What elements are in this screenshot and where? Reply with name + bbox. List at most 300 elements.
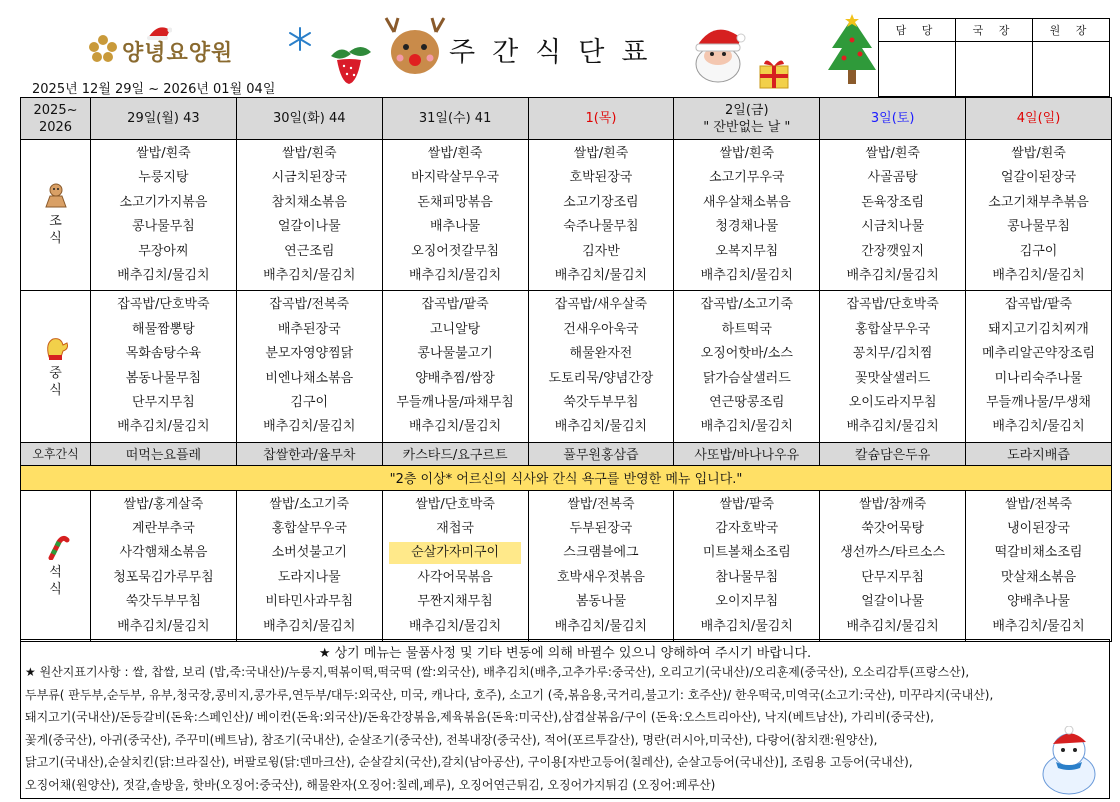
elderly-menu-notice: "2층 이상* 어르신의 식사와 간식 욕구를 반영한 메뉴 입니다." bbox=[21, 465, 1112, 490]
menu-item-text: 쑥갓두부무침 bbox=[125, 594, 202, 610]
day-label: 29일(월) 43 bbox=[127, 111, 200, 126]
menu-item-text: 비타민사과무침 bbox=[265, 594, 354, 610]
menu-item-text: 돈채피망볶음 bbox=[417, 194, 493, 210]
menu-cell-dinner-4 bbox=[674, 490, 820, 641]
menu-item bbox=[237, 541, 382, 565]
menu-item-text: 스크램블에그 bbox=[563, 545, 639, 561]
menu-item-text: 무짠지채무침 bbox=[417, 594, 493, 610]
menu-item bbox=[529, 615, 674, 639]
year-label-2: 2026 bbox=[38, 119, 73, 135]
menu-item bbox=[383, 391, 528, 415]
menu-item bbox=[237, 615, 382, 639]
menu-item bbox=[383, 240, 528, 264]
day-label: 2일(금) bbox=[725, 102, 769, 118]
menu-item bbox=[529, 517, 674, 541]
menu-item-text: 배추김치/물김치 bbox=[117, 267, 210, 283]
menu-item bbox=[529, 342, 674, 366]
menu-item-text: 소버섯불고기 bbox=[271, 545, 347, 561]
menu-cell-breakfast-1 bbox=[236, 140, 382, 291]
menu-item bbox=[529, 541, 674, 565]
menu-item-text: 홍합살무우국 bbox=[271, 521, 347, 537]
menu-item-text: 쌀밥/팥죽 bbox=[719, 496, 775, 512]
menu-item bbox=[383, 367, 528, 391]
meal-label-char: 식 bbox=[49, 382, 62, 398]
day-header-3 bbox=[528, 98, 674, 140]
menu-item bbox=[529, 240, 674, 264]
menu-item-text: 배추김치/물김치 bbox=[846, 618, 939, 634]
snowflake-icon bbox=[287, 26, 313, 52]
menu-item-text: 쌀밥/흰죽 bbox=[281, 146, 337, 161]
snack-label: 오후간식 bbox=[21, 442, 91, 465]
menu-item bbox=[820, 415, 965, 439]
menu-item-text: 생선까스/타르소스 bbox=[840, 545, 946, 561]
menu-item bbox=[529, 264, 674, 288]
menu-item-text: 연근땅콩조림 bbox=[709, 394, 785, 410]
menu-item bbox=[674, 191, 819, 215]
menu-item-text: 쌀밥/흰죽 bbox=[865, 146, 920, 161]
menu-item-text: 쌀밥/참깨죽 bbox=[859, 496, 927, 512]
menu-item-text: 잡곡밥/전복죽 bbox=[269, 297, 350, 313]
menu-item bbox=[966, 318, 1111, 342]
menu-item bbox=[237, 367, 382, 391]
menu-item bbox=[529, 367, 674, 391]
menu-item-text: 쌀밥/홍게살죽 bbox=[123, 496, 204, 512]
menu-item-text: 바지락살무우국 bbox=[411, 170, 500, 186]
menu-item bbox=[966, 264, 1111, 288]
menu-cell-dinner-1 bbox=[236, 490, 382, 641]
day-header-row bbox=[21, 98, 1112, 140]
menu-item bbox=[820, 615, 965, 639]
menu-item-text: 무장아찌 bbox=[138, 243, 189, 259]
menu-item bbox=[674, 342, 819, 366]
menu-item bbox=[529, 215, 674, 239]
menu-item-text: 배추김치/물김치 bbox=[263, 419, 356, 435]
menu-item bbox=[91, 367, 236, 391]
menu-item bbox=[820, 590, 965, 614]
menu-item-text: 잡곡밥/팥죽 bbox=[1004, 297, 1073, 313]
menu-item bbox=[91, 541, 236, 565]
menu-item-text: 배추김치/물김치 bbox=[700, 267, 793, 283]
logo-text: 양녕요양원 bbox=[122, 41, 234, 66]
menu-item bbox=[820, 541, 965, 565]
menu-item-text: 봄동나물 bbox=[575, 594, 627, 610]
menu-item-text: 배추김치/물김치 bbox=[408, 267, 502, 283]
snack-item-4: 사또밥/바나나우유 bbox=[674, 442, 820, 465]
menu-item-text: 얼갈이나물 bbox=[277, 219, 341, 235]
menu-item-text: 도라지나물 bbox=[277, 569, 341, 585]
menu-cell-dinner-5 bbox=[820, 490, 966, 641]
menu-item bbox=[529, 590, 674, 614]
menu-item bbox=[237, 240, 382, 264]
menu-item bbox=[674, 415, 819, 439]
origin-line: 닭고기(국내산),순살치킨(닭:브라질산), 버팔로윙(닭:덴마크산), 순살갈치(국산),갈치(남아공산), 구이용[자반고등어(칠레산), 순살고등어(국내산)], 조림용 고등어(국내산), bbox=[25, 755, 913, 769]
menu-item-text: 배추김치/물김치 bbox=[992, 419, 1085, 435]
menu-item-text: 배추된장국 bbox=[277, 321, 341, 337]
menu-item bbox=[966, 240, 1111, 264]
logo bbox=[88, 28, 273, 72]
menu-item bbox=[529, 293, 674, 317]
menu-item bbox=[383, 615, 528, 639]
menu-item bbox=[91, 517, 236, 541]
snack-item-0: 떠먹는요플레 bbox=[91, 442, 237, 465]
menu-item-text: 미트볼채소조림 bbox=[702, 545, 791, 561]
menu-item bbox=[383, 493, 528, 517]
menu-cell-lunch-5 bbox=[820, 291, 966, 442]
menu-item bbox=[383, 541, 528, 565]
sign-box-manager[interactable] bbox=[879, 42, 956, 97]
menu-item-text: 오복지무침 bbox=[715, 243, 779, 259]
menu-item bbox=[529, 566, 674, 590]
menu-cell-lunch-2 bbox=[382, 291, 528, 442]
menu-item bbox=[383, 215, 528, 239]
day-header-5 bbox=[820, 98, 966, 140]
menu-item-text: 연근조림 bbox=[284, 243, 335, 259]
snowman-icon bbox=[1036, 726, 1102, 796]
menu-item-text: 쌀밥/전복죽 bbox=[1004, 496, 1073, 512]
menu-item bbox=[820, 566, 965, 590]
menu-item-text: 배추나물 bbox=[429, 219, 481, 235]
date-range: 2025년 12월 29일 ~ 2026년 01월 04일 bbox=[32, 82, 276, 97]
page-title: 주간식단표 bbox=[449, 37, 665, 68]
menu-item-text: 해물완자전 bbox=[569, 346, 633, 362]
menu-item-text: 맛살채소볶음 bbox=[1000, 569, 1077, 585]
snack-item-5: 칼슘담은두유 bbox=[820, 442, 966, 465]
menu-item bbox=[966, 590, 1111, 614]
menu-cell-breakfast-0 bbox=[91, 140, 237, 291]
menu-item-text: 단무지무침 bbox=[861, 569, 925, 585]
menu-item-text: 배추김치/물김치 bbox=[554, 419, 648, 435]
menu-item bbox=[91, 318, 236, 342]
meal-row-breakfast bbox=[21, 140, 1112, 291]
menu-cell-breakfast-6 bbox=[966, 140, 1112, 291]
origin-line: 두부류( 판두부,순두부, 유부,청국장,콩비지,콩가루,연두부/대두:외국산, 미국, 캐나다, 호주), 소고기 (죽,볶음용,국거리,불고기: 호주산)/ 한우떡국,미역국(소고기:국산), 미꾸라지(국내산), bbox=[25, 687, 994, 702]
sign-box-director[interactable] bbox=[956, 42, 1033, 97]
menu-item-text: 사각어묵볶음 bbox=[417, 569, 493, 585]
menu-item bbox=[674, 293, 819, 317]
menu-item bbox=[674, 615, 819, 639]
menu-item-text: 시금치된장국 bbox=[271, 170, 347, 186]
menu-item bbox=[91, 142, 236, 166]
menu-item-text: 재첩국 bbox=[436, 521, 474, 537]
day-sublabel: " 잔반없는 날 " bbox=[703, 119, 791, 135]
weekly-menu-table bbox=[20, 97, 1112, 642]
menu-item bbox=[91, 415, 236, 439]
menu-item-text: 쌀밥/흰죽 bbox=[719, 146, 775, 161]
menu-item-text: 사골곰탕 bbox=[867, 170, 918, 186]
menu-item bbox=[237, 415, 382, 439]
menu-item-text: 봄동나물무침 bbox=[125, 370, 202, 386]
menu-item-text: 건새우아욱국 bbox=[563, 321, 639, 337]
year-label-1: 2025~ bbox=[33, 102, 78, 118]
menu-item bbox=[674, 367, 819, 391]
year-header bbox=[21, 98, 91, 140]
menu-item bbox=[237, 318, 382, 342]
menu-item-text: 쌀밥/흰죽 bbox=[573, 146, 629, 161]
menu-item bbox=[820, 493, 965, 517]
menu-item-text: 두부된장국 bbox=[569, 521, 633, 537]
menu-item-text: 소고기채부추볶음 bbox=[988, 194, 1089, 210]
menu-cell-lunch-6 bbox=[966, 291, 1112, 442]
menu-item bbox=[966, 391, 1111, 415]
christmas-tree-icon bbox=[824, 14, 880, 90]
menu-item-text: 새우살채소볶음 bbox=[702, 194, 791, 210]
menu-item-text: 소고기장조림 bbox=[563, 194, 639, 210]
menu-item bbox=[237, 517, 382, 541]
menu-item bbox=[674, 590, 819, 614]
menu-item-text: 배추김치/물김치 bbox=[700, 419, 793, 435]
menu-item bbox=[820, 166, 965, 190]
menu-item bbox=[91, 264, 236, 288]
sign-label-director: 국 장 bbox=[956, 19, 1033, 42]
menu-item-text: 양배추나물 bbox=[1007, 594, 1070, 610]
menu-item-text: 얼갈이된장국 bbox=[1000, 170, 1077, 186]
mitten-icon bbox=[41, 335, 71, 361]
menu-item-text: 꽃맛살샐러드 bbox=[854, 370, 931, 386]
menu-item-text: 무들깨나물/파채무침 bbox=[396, 394, 514, 410]
menu-item bbox=[91, 191, 236, 215]
menu-item-text: 시금치나물 bbox=[861, 219, 925, 235]
meal-label-char: 중 bbox=[49, 365, 62, 381]
menu-item-text: 소고기무우국 bbox=[709, 170, 785, 186]
day-header-4 bbox=[674, 98, 820, 140]
menu-cell-dinner-0 bbox=[91, 490, 237, 641]
menu-item-text: 잡곡밥/새우살죽 bbox=[554, 297, 648, 313]
meal-label-char: 식 bbox=[49, 581, 62, 597]
menu-item bbox=[820, 264, 965, 288]
menu-item-text: 돼지고기김치찌개 bbox=[988, 321, 1089, 337]
day-label: 31일(수) 41 bbox=[418, 111, 492, 126]
menu-item bbox=[383, 191, 528, 215]
menu-item bbox=[674, 391, 819, 415]
menu-item-text: 분모자영양찜닭 bbox=[265, 346, 354, 362]
menu-item bbox=[820, 293, 965, 317]
menu-item-text: 냉이된장국 bbox=[1007, 521, 1070, 537]
menu-item-text: 숙주나물무침 bbox=[563, 219, 639, 235]
origin-line: 오징어채(원양산), 젓갈,솔방울, 핫바(오징어:중국산), 해물완자(오징어:칠레,페루), 오징어연근튀김, 오징어가지튀김 (오징어:페루산) bbox=[25, 777, 716, 792]
menu-item-text: 홍합살무우국 bbox=[854, 321, 931, 337]
menu-item-text: 쌀밥/단호박죽 bbox=[415, 496, 495, 512]
menu-item-text: 콩나물무침 bbox=[132, 219, 195, 235]
menu-item-text: 콩나물불고기 bbox=[417, 346, 493, 362]
snack-item-3: 풀무원홍삼즙 bbox=[528, 442, 674, 465]
origin-line: 돼지고기(국내산)/돈등갈비(돈육:스페인산)/ 베이컨(돈육:외국산)/돈육간장볶음,제육볶음(돈육:미국산),삼겹살볶음/구이 (돈육:오스트리아산), 낙지(베트남산), 가리비(중국산), bbox=[25, 710, 934, 724]
meal-row-dinner bbox=[21, 490, 1112, 641]
menu-item bbox=[820, 318, 965, 342]
meal-label-dinner bbox=[21, 490, 91, 641]
menu-item-text: 얼갈이나물 bbox=[861, 594, 925, 610]
menu-item-text: 배추김치/물김치 bbox=[408, 419, 502, 435]
menu-item-text: 비엔나채소볶음 bbox=[265, 370, 354, 386]
approval-sign-table bbox=[878, 18, 1110, 97]
day-header-6 bbox=[966, 98, 1112, 140]
menu-item-text: 잡곡밥/팥죽 bbox=[421, 297, 489, 313]
menu-item bbox=[237, 293, 382, 317]
menu-item bbox=[237, 142, 382, 166]
menu-item-text: 단무지무침 bbox=[132, 394, 195, 410]
menu-item bbox=[674, 541, 819, 565]
menu-item-text: 목화솜탕수육 bbox=[125, 346, 202, 362]
menu-item bbox=[383, 142, 528, 166]
menu-item bbox=[674, 264, 819, 288]
menu-item bbox=[966, 166, 1111, 190]
gift-box-icon bbox=[756, 54, 792, 90]
meal-label-char: 석 bbox=[49, 564, 62, 580]
menu-item-text: 배추김치/물김치 bbox=[263, 267, 356, 283]
candy-cane-icon bbox=[41, 534, 71, 560]
santa-icon bbox=[687, 24, 749, 84]
menu-item-text: 김구이 bbox=[290, 394, 329, 410]
menu-item bbox=[674, 493, 819, 517]
menu-item bbox=[383, 166, 528, 190]
menu-item-text: 쌀밥/소고기죽 bbox=[269, 496, 350, 512]
menu-item bbox=[383, 517, 528, 541]
menu-item bbox=[529, 191, 674, 215]
menu-item bbox=[966, 415, 1111, 439]
day-header-1 bbox=[236, 98, 382, 140]
menu-item bbox=[820, 367, 965, 391]
menu-cell-dinner-3 bbox=[528, 490, 674, 641]
menu-item bbox=[237, 166, 382, 190]
menu-cell-lunch-0 bbox=[91, 291, 237, 442]
menu-item-text: 잡곡밥/단호박죽 bbox=[846, 297, 939, 313]
menu-item-text: 잡곡밥/단호박죽 bbox=[117, 297, 210, 313]
menu-item-text: 배추김치/물김치 bbox=[117, 419, 210, 435]
menu-item bbox=[674, 166, 819, 190]
menu-item-text: 콩나물무침 bbox=[1007, 219, 1070, 235]
menu-item-text: 무들깨나물/무생채 bbox=[986, 394, 1091, 410]
menu-item-text: 계란부추국 bbox=[132, 521, 195, 537]
menu-item bbox=[966, 367, 1111, 391]
meal-label-char: 식 bbox=[49, 231, 62, 247]
menu-item-text: 오이지무침 bbox=[715, 594, 779, 610]
menu-item-text: 쌀밥/전복죽 bbox=[567, 496, 635, 512]
menu-item-text: 닭가슴살샐러드 bbox=[702, 370, 791, 386]
menu-item bbox=[966, 541, 1111, 565]
menu-item bbox=[966, 293, 1111, 317]
menu-item bbox=[966, 215, 1111, 239]
menu-item-text: 청경채나물 bbox=[715, 219, 779, 235]
day-label: 4일(일) bbox=[1016, 111, 1061, 126]
notice-row bbox=[21, 465, 1112, 490]
menu-item bbox=[966, 142, 1111, 166]
menu-item bbox=[383, 318, 528, 342]
menu-item bbox=[529, 415, 674, 439]
menu-item-text: 돈육장조림 bbox=[861, 194, 925, 210]
menu-cell-breakfast-2 bbox=[382, 140, 528, 291]
menu-item bbox=[674, 240, 819, 264]
menu-item bbox=[674, 566, 819, 590]
holly-strawberry-icon bbox=[327, 42, 373, 86]
menu-item-text: 오이도라지무침 bbox=[848, 394, 937, 410]
menu-item-text: 김자반 bbox=[582, 243, 620, 259]
menu-cell-dinner-2 bbox=[382, 490, 528, 641]
day-label: 1(목) bbox=[585, 111, 617, 126]
menu-item-text: 쑥갓두부무침 bbox=[563, 394, 639, 410]
menu-item bbox=[237, 590, 382, 614]
menu-item bbox=[237, 566, 382, 590]
snack-item-6: 도라지배즙 bbox=[966, 442, 1112, 465]
menu-item bbox=[966, 566, 1111, 590]
menu-item bbox=[237, 342, 382, 366]
menu-item bbox=[820, 240, 965, 264]
menu-item-text: 배추김치/물김치 bbox=[263, 618, 356, 634]
gingerbread-icon bbox=[41, 183, 71, 209]
menu-item-text: 배추김치/물김치 bbox=[700, 618, 793, 634]
menu-item-text: 메추리알곤약장조림 bbox=[982, 346, 1096, 362]
menu-item bbox=[237, 264, 382, 288]
menu-item-text: 참치채소볶음 bbox=[271, 194, 347, 210]
menu-item-text: 배추김치/물김치 bbox=[117, 618, 210, 634]
menu-item bbox=[966, 517, 1111, 541]
menu-item bbox=[91, 566, 236, 590]
menu-item-text: 오징어핫바/소스 bbox=[700, 346, 793, 362]
menu-item-text: 사각햄채소볶음 bbox=[119, 545, 208, 561]
menu-item-text: 떡갈비채소조림 bbox=[994, 545, 1083, 561]
origin-line: ★ 원산지표기사항 : 쌀, 찹쌀, 보리 (밥,죽:국내산)/누룽지,떡볶이떡,떡국떡 (쌀:외국산), 배추김치(배추,고추가루:중국산), 오리고기(국내산)/오리훈제(중국산), 오소리감투(프랑스산), bbox=[25, 665, 970, 679]
menu-item bbox=[820, 517, 965, 541]
menu-item-text: 배추김치/물김치 bbox=[408, 618, 502, 634]
menu-item bbox=[91, 215, 236, 239]
flower-logo-icon bbox=[88, 34, 118, 64]
menu-item bbox=[820, 391, 965, 415]
menu-item bbox=[820, 142, 965, 166]
menu-item-text: 간장깻잎지 bbox=[861, 243, 925, 259]
sign-box-head[interactable] bbox=[1033, 42, 1110, 97]
menu-item bbox=[820, 191, 965, 215]
menu-item-text: 배추김치/물김치 bbox=[554, 267, 648, 283]
menu-item-text: 잡곡밥/소고기죽 bbox=[700, 297, 793, 313]
menu-item bbox=[383, 342, 528, 366]
menu-item-text: 하트떡국 bbox=[721, 321, 772, 337]
meal-label-breakfast bbox=[21, 140, 91, 291]
menu-item-text: 양배추찜/쌈장 bbox=[415, 370, 495, 386]
sign-label-manager: 담 당 bbox=[879, 19, 956, 42]
menu-item bbox=[966, 342, 1111, 366]
snack-item-2: 카스타드/요구르트 bbox=[382, 442, 528, 465]
day-header-0 bbox=[91, 98, 237, 140]
sign-label-head: 원 장 bbox=[1033, 19, 1110, 42]
menu-item bbox=[529, 493, 674, 517]
menu-item bbox=[91, 166, 236, 190]
menu-item-text: 감자호박국 bbox=[715, 521, 779, 537]
menu-item-text: 쌀밥/흰죽 bbox=[427, 146, 483, 161]
menu-item-text: 김구이 bbox=[1019, 243, 1058, 259]
menu-item-text: 배추김치/물김치 bbox=[846, 419, 939, 435]
menu-item bbox=[966, 615, 1111, 639]
menu-item bbox=[237, 191, 382, 215]
menu-item bbox=[820, 215, 965, 239]
menu-item-text: 쌀밥/흰죽 bbox=[136, 146, 191, 161]
menu-item-text: 소고기가지볶음 bbox=[119, 194, 208, 210]
menu-item bbox=[237, 215, 382, 239]
menu-item-text: 참나물무침 bbox=[715, 569, 779, 585]
menu-item bbox=[674, 215, 819, 239]
menu-item bbox=[383, 264, 528, 288]
snack-row bbox=[21, 442, 1112, 465]
menu-item-text: 배추김치/물김치 bbox=[992, 267, 1085, 283]
menu-item-text: 호박된장국 bbox=[569, 170, 633, 186]
day-header-2 bbox=[382, 98, 528, 140]
menu-item bbox=[820, 342, 965, 366]
menu-item-text: 오징어젓갈무침 bbox=[411, 243, 500, 259]
menu-item bbox=[383, 293, 528, 317]
menu-item bbox=[529, 142, 674, 166]
menu-cell-breakfast-5 bbox=[820, 140, 966, 291]
menu-cell-lunch-3 bbox=[528, 291, 674, 442]
menu-item bbox=[383, 415, 528, 439]
menu-cell-lunch-4 bbox=[674, 291, 820, 442]
meal-label-char: 조 bbox=[49, 214, 62, 230]
